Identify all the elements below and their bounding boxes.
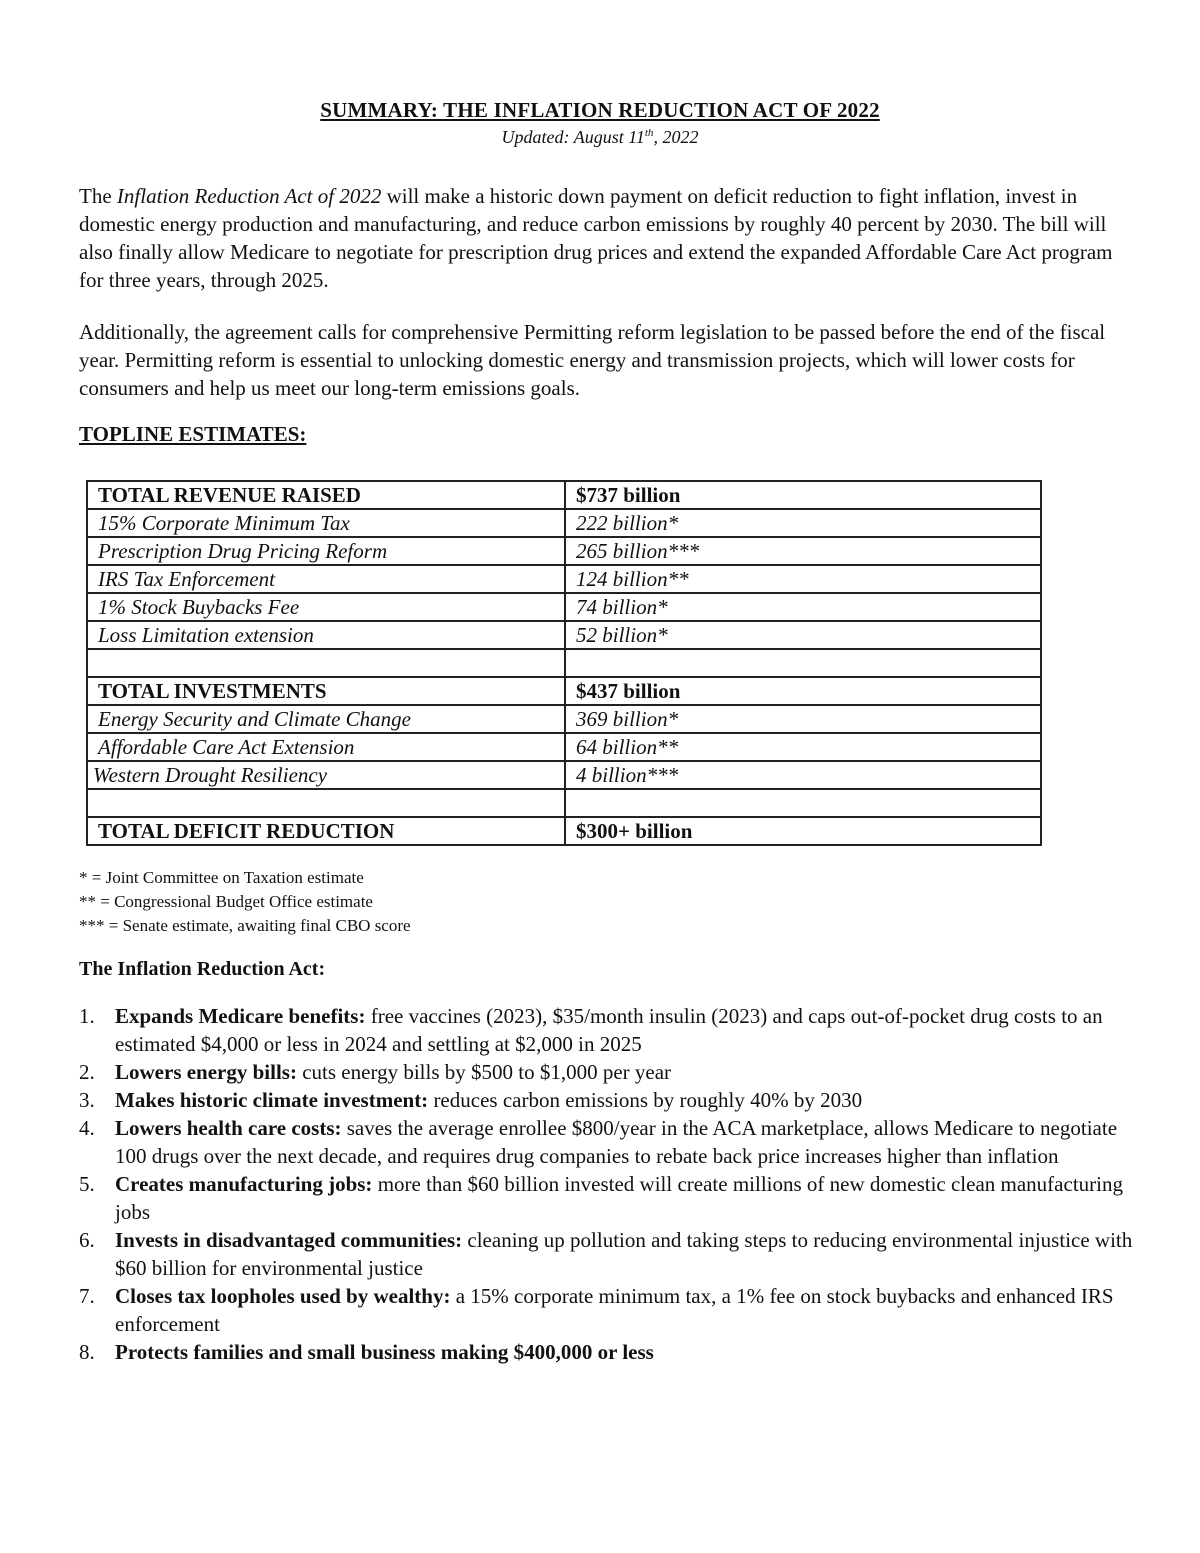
estimate-footnotes <box>79 866 411 938</box>
item-number: 7. <box>79 1284 95 1308</box>
row-value: 4 billion*** <box>565 761 1041 789</box>
row-label: TOTAL DEFICIT REDUCTION <box>87 817 565 845</box>
table-row <box>87 621 1041 649</box>
updated-year: , 2022 <box>653 127 699 147</box>
footnote: * = Joint Committee on Taxation estimate <box>79 868 364 887</box>
list-item <box>79 1002 1139 1058</box>
row-value: 52 billion* <box>565 621 1041 649</box>
table-row <box>87 481 1041 509</box>
item-text: reduces carbon emissions by roughly 40% by 2030 <box>428 1088 863 1112</box>
item-title: Lowers energy bills: <box>115 1060 297 1084</box>
item-number: 8. <box>79 1340 95 1364</box>
empty-cell <box>87 649 565 677</box>
row-label: Prescription Drug Pricing Reform <box>87 537 565 565</box>
table-row <box>87 537 1041 565</box>
item-number: 1. <box>79 1004 95 1028</box>
intro-p1-rest: will make a historic down payment on deficit reduction to fight inflation, invest in domestic energy production and manufacturing, and reduce carbon emissions by roughly 40 percent by 2030. The bill will also finally allow Medicare to negotiate for prescription drug prices and extend the expanded Affordable Care Act program for three years, through 2025. <box>79 184 1113 292</box>
list-item <box>79 1282 1139 1338</box>
item-number: 3. <box>79 1088 95 1112</box>
item-number: 6. <box>79 1228 95 1252</box>
list-item <box>79 1086 1139 1114</box>
table-row <box>87 565 1041 593</box>
item-number: 2. <box>79 1060 95 1084</box>
table-spacer-row <box>87 789 1041 817</box>
row-label: Affordable Care Act Extension <box>87 733 565 761</box>
intro-paragraph-2: Additionally, the agreement calls for comprehensive Permitting reform legislation to be passed before the end of the fiscal year. Permitting reform is essential to unlocking domestic energy and transmission projects, which will lower costs for consumers and help us meet our long-term emissions goals. <box>79 320 1106 400</box>
row-label: Western Drought Resiliency <box>87 761 565 789</box>
footnote: *** = Senate estimate, awaiting final CBO score <box>79 916 411 935</box>
act-name: Inflation Reduction Act of 2022 <box>116 184 382 208</box>
row-value: $737 billion <box>565 481 1041 509</box>
act-heading: The Inflation Reduction Act: <box>79 958 326 980</box>
item-text: a 15% corporate minimum tax, a 1% fee on stock buybacks and enhanced IRS enforcement <box>115 1284 1114 1336</box>
row-value: 222 billion* <box>565 509 1041 537</box>
intro-p1-pre: The <box>79 184 117 208</box>
item-title: Lowers health care costs: <box>115 1116 342 1140</box>
row-value: $300+ billion <box>565 817 1041 845</box>
item-number: 4. <box>79 1116 95 1140</box>
empty-cell <box>87 789 565 817</box>
row-value: $437 billion <box>565 677 1041 705</box>
topline-heading: TOPLINE ESTIMATES: <box>79 422 307 446</box>
benefits-list <box>79 1002 1139 1366</box>
document-title: SUMMARY: THE INFLATION REDUCTION ACT OF 2022 <box>320 98 880 122</box>
list-item <box>79 1114 1139 1170</box>
table-row <box>87 733 1041 761</box>
row-value: 64 billion** <box>565 733 1041 761</box>
row-value: 74 billion* <box>565 593 1041 621</box>
empty-cell <box>565 789 1041 817</box>
intro-paragraph-1 <box>79 182 1137 294</box>
item-text: more than $60 billion invested will create millions of new domestic clean manufacturing jobs <box>115 1172 1123 1224</box>
table-row <box>87 761 1041 789</box>
item-title: Closes tax loopholes used by wealthy: <box>115 1284 451 1308</box>
item-text: saves the average enrollee $800/year in the ACA marketplace, allows Medicare to negotiate 100 drugs over the next decade, and requires drug companies to rebate back price increases higher than inflation <box>115 1116 1118 1168</box>
updated-suffix: th <box>644 127 654 139</box>
table-row <box>87 593 1041 621</box>
item-number: 5. <box>79 1172 95 1196</box>
item-title: Creates manufacturing jobs: <box>115 1172 373 1196</box>
list-item <box>79 1170 1139 1226</box>
row-value: 265 billion*** <box>565 537 1041 565</box>
list-item <box>79 1338 1139 1366</box>
updated-prefix: Updated: August 11 <box>501 127 645 147</box>
table-row <box>87 817 1041 845</box>
list-item <box>79 1058 1139 1086</box>
row-label: Energy Security and Climate Change <box>87 705 565 733</box>
topline-estimates-table <box>86 480 1042 846</box>
table-row <box>87 705 1041 733</box>
empty-cell <box>565 649 1041 677</box>
item-title: Makes historic climate investment: <box>115 1088 429 1112</box>
row-value: 369 billion* <box>565 705 1041 733</box>
table-row <box>87 677 1041 705</box>
row-label: 15% Corporate Minimum Tax <box>87 509 565 537</box>
item-text: free vaccines (2023), $35/month insulin (2023) and caps out-of-pocket drug costs to an estimated $4,000 or less in 2024 and settling at $2,000 in 2025 <box>115 1004 1103 1056</box>
footnote: ** = Congressional Budget Office estimate <box>79 892 373 911</box>
item-title: Expands Medicare benefits: <box>115 1004 366 1028</box>
row-value: 124 billion** <box>565 565 1041 593</box>
item-title: Protects families and small business making $400,000 or less <box>115 1340 654 1364</box>
row-label: TOTAL REVENUE RAISED <box>87 481 565 509</box>
row-label: 1% Stock Buybacks Fee <box>87 593 565 621</box>
updated-date <box>0 127 1200 148</box>
row-label: TOTAL INVESTMENTS <box>87 677 565 705</box>
table-spacer-row <box>87 649 1041 677</box>
table-row <box>87 509 1041 537</box>
row-label: IRS Tax Enforcement <box>87 565 565 593</box>
list-item <box>79 1226 1139 1282</box>
row-label: Loss Limitation extension <box>87 621 565 649</box>
item-text: cleaning up pollution and taking steps to reducing environmental injustice with $60 billion for environmental justice <box>115 1228 1133 1280</box>
item-text: cuts energy bills by $500 to $1,000 per year <box>296 1060 672 1084</box>
item-title: Invests in disadvantaged communities: <box>115 1228 463 1252</box>
